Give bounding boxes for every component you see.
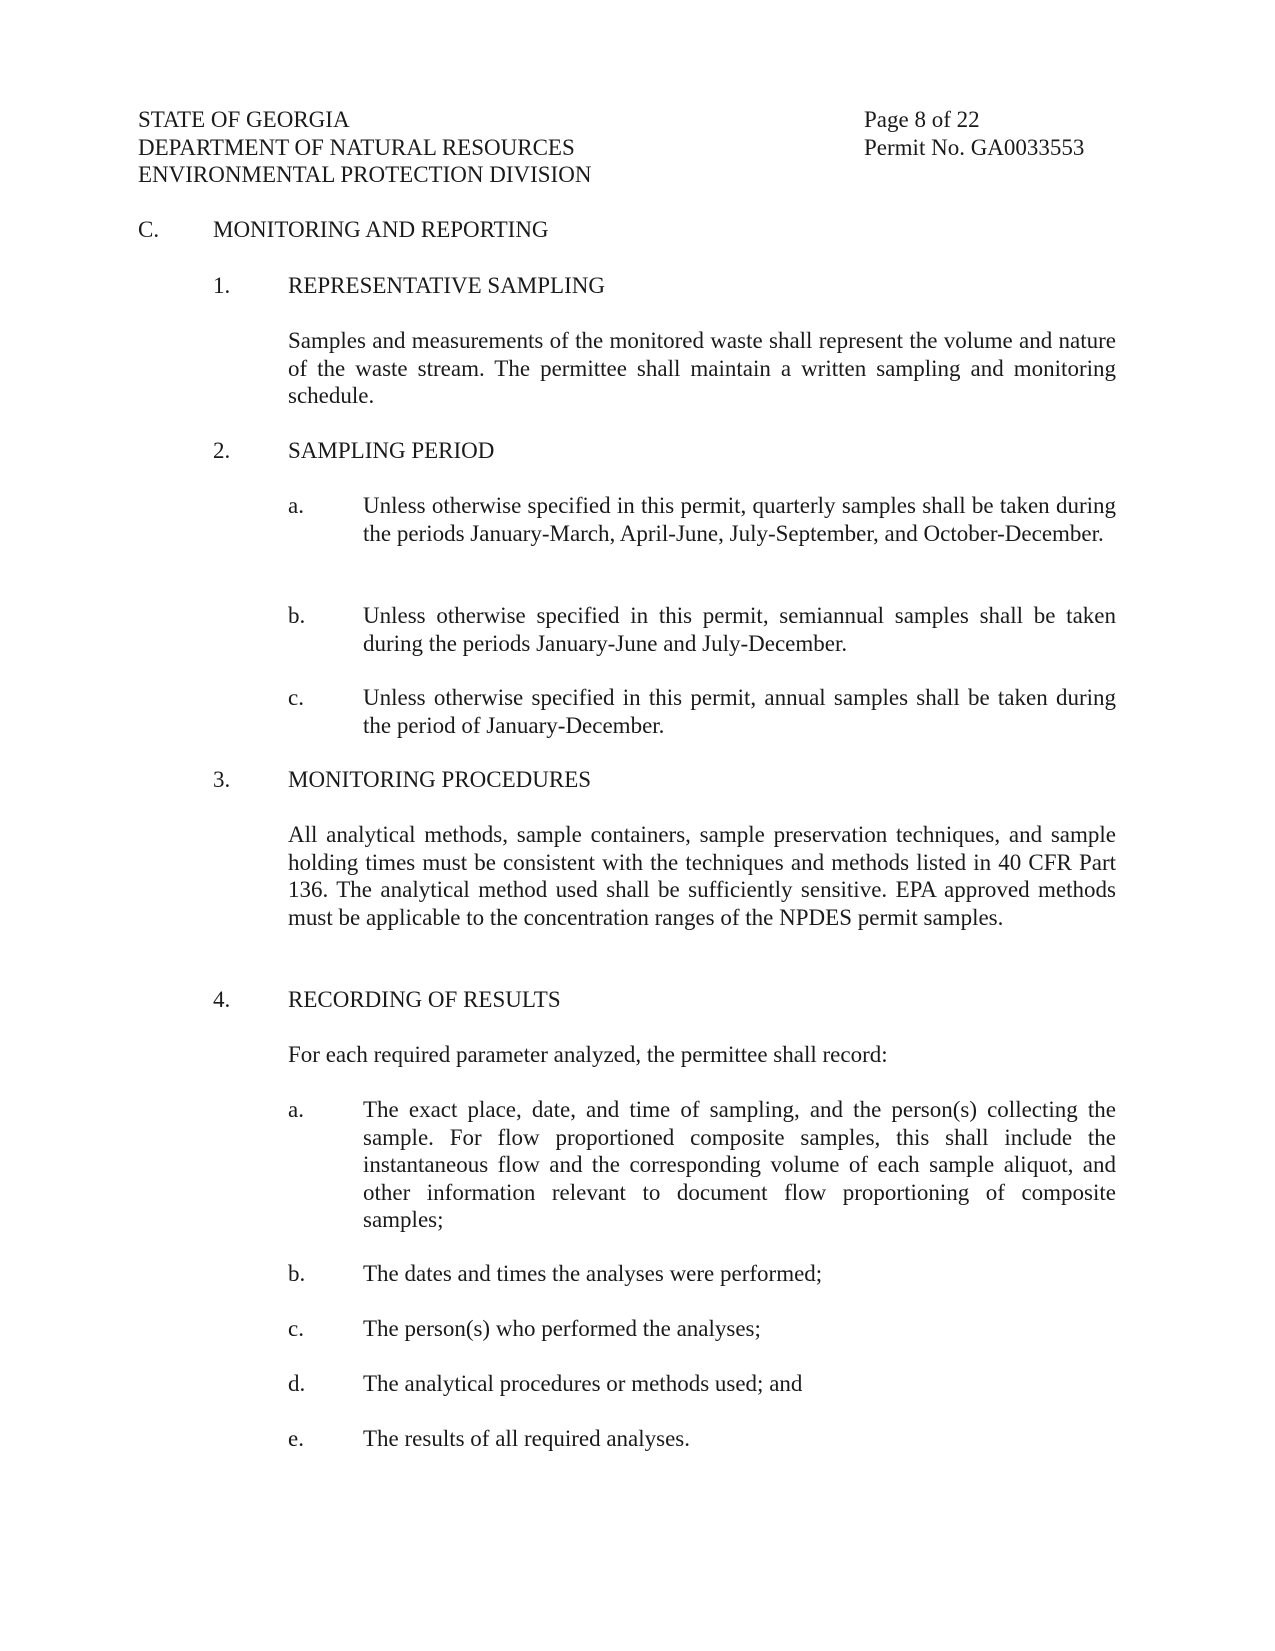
subitem-letter: c. <box>288 685 304 710</box>
agency-division: ENVIRONMENTAL PROTECTION DIVISION <box>138 162 592 187</box>
item-heading-sampling-period: SAMPLING PERIOD <box>288 438 495 463</box>
subitem-letter: a. <box>288 493 304 518</box>
subitem-letter: b. <box>288 603 306 628</box>
item-heading-representative-sampling: REPRESENTATIVE SAMPLING <box>288 273 605 298</box>
paragraph-monitoring-procedures: All analytical methods, sample containers, sample preservation techniques, and sample holding times must be consistent with the techniques and methods listed in 40 CFR Part 136. The analytical method used shall be sufficiently sensitive. EPA approved methods must be applicable to the concentration ranges of the NPDES permit samples. <box>288 822 1116 930</box>
item-heading-recording-of-results: RECORDING OF RESULTS <box>288 987 561 1012</box>
agency-state: STATE OF GEORGIA <box>138 107 350 132</box>
item-heading-monitoring-procedures: MONITORING PROCEDURES <box>288 767 592 792</box>
agency-header <box>138 106 591 189</box>
subitem-text-place-date-time: The exact place, date, and time of sampling, and the person(s) collecting the sample. For flow proportioned composite samples, this shall include the instantaneous flow and the corresponding volume of each sample aliquot, and other information relevant to document flow proportioning of composite samples; <box>363 1097 1116 1232</box>
subitem-letter: a. <box>288 1097 304 1122</box>
page-number: Page 8 of 22 <box>864 107 980 132</box>
item-number: 3. <box>213 767 231 792</box>
paragraph-representative-sampling: Samples and measurements of the monitored waste shall represent the volume and nature of the waste stream. The permittee shall maintain a written sampling and monitoring schedule. <box>288 328 1116 408</box>
subitem-text-persons: The person(s) who performed the analyses; <box>363 1316 761 1341</box>
subitem-text-results: The results of all required analyses. <box>363 1426 690 1451</box>
subitem-text-quarterly: Unless otherwise specified in this permit, quarterly samples shall be taken during the periods January-March, April-June, July-September, and October-December. <box>363 493 1116 546</box>
subitem-letter: e. <box>288 1426 304 1451</box>
subitem-letter: b. <box>288 1261 306 1286</box>
page-info-header <box>864 106 1084 161</box>
subitem-text-semiannual: Unless otherwise specified in this permit, semiannual samples shall be taken during the periods January-June and July-December. <box>363 603 1116 656</box>
section-title: MONITORING AND REPORTING <box>213 217 549 242</box>
agency-department: DEPARTMENT OF NATURAL RESOURCES <box>138 134 575 160</box>
subitem-letter: d. <box>288 1371 306 1396</box>
item-number: 1. <box>213 273 231 298</box>
subitem-letter: c. <box>288 1316 304 1341</box>
item-number: 2. <box>213 438 231 463</box>
item-number: 4. <box>213 987 231 1012</box>
permit-number: Permit No. GA0033553 <box>864 134 1085 160</box>
section-letter: C. <box>138 217 160 242</box>
subitem-text-dates-times: The dates and times the analyses were performed; <box>363 1261 823 1286</box>
paragraph-recording-intro: For each required parameter analyzed, the permittee shall record: <box>288 1042 888 1067</box>
subitem-text-procedures: The analytical procedures or methods used; and <box>363 1371 803 1396</box>
subitem-text-annual: Unless otherwise specified in this permit, annual samples shall be taken during the period of January-December. <box>363 685 1116 738</box>
